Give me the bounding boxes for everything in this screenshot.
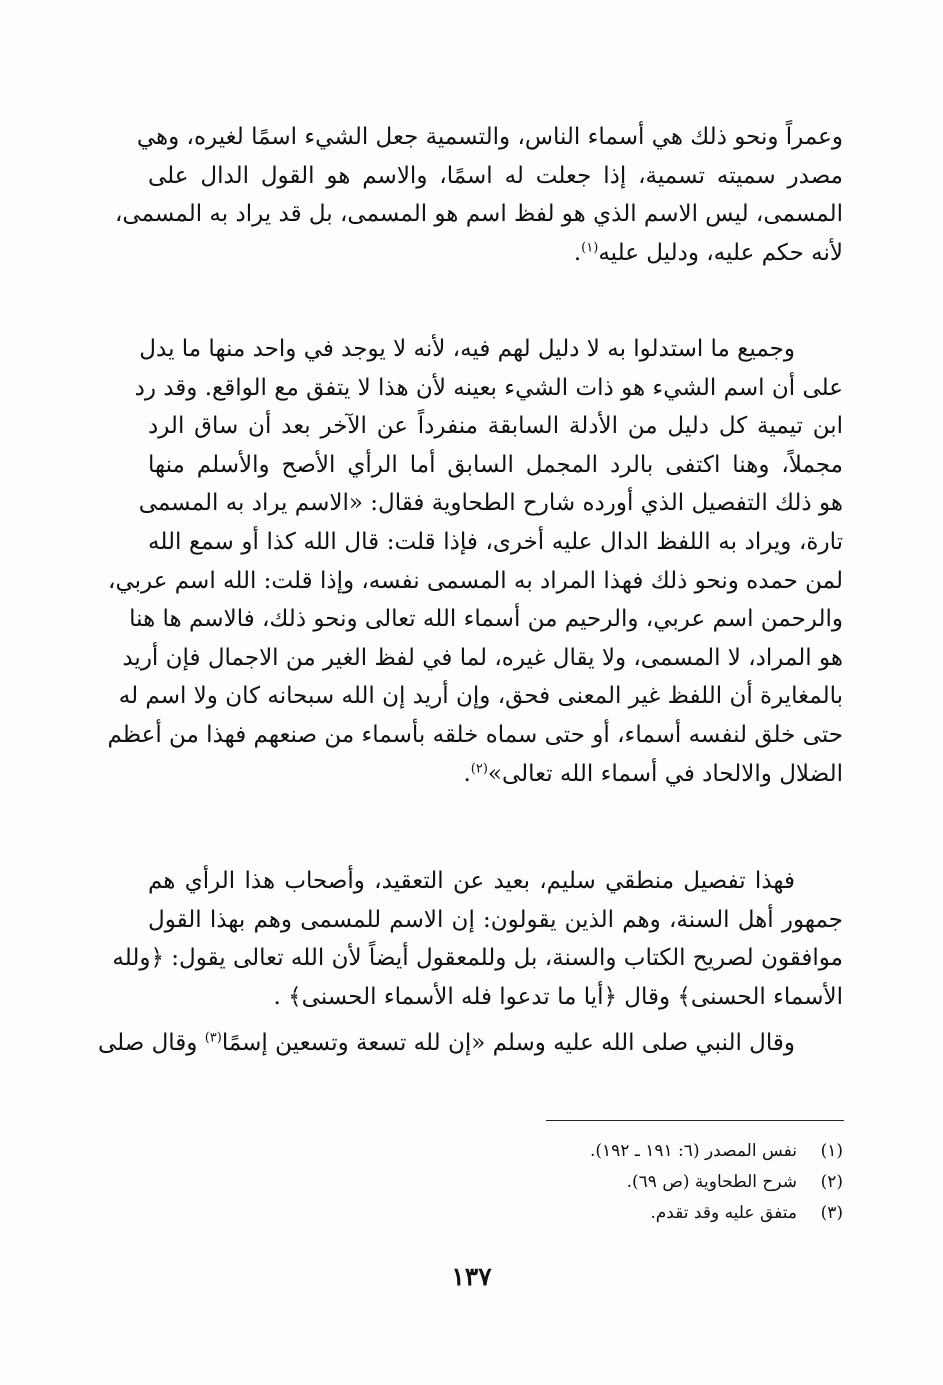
paragraph-line: بالمغايرة أن اللفظ غير المعنى فحق، وإن أريد إن الله سبحانه كان ولا اسم له: [118, 683, 843, 710]
footnote-text: شرح الطحاوية (ص ٦٩).: [626, 1172, 797, 1192]
paragraph-line: جمهور أهل السنة، وهم الذين يقولون: إن الاسم للمسمى وهم بهذا القول: [148, 906, 843, 933]
footnote-text: متفق عليه وقد تقدم.: [650, 1203, 797, 1223]
paragraph-text: وقال النبي صلى الله عليه وسلم «إن لله تسعة وتسعين إسمًا: [221, 1030, 795, 1056]
paragraph-line-with-note: لأنه حكم عليه، ودليل عليه$^{(١)}$.: [573, 239, 843, 266]
footnote-reference[interactable]: (٣): [204, 1030, 222, 1046]
footnote-number: (٣): [820, 1203, 843, 1223]
paragraph-line: لأنه حكم عليه، ودليل عليه: [598, 239, 843, 266]
footnotes: [443, 1136, 843, 1229]
paragraph-line: هو ذلك التفصيل الذي أورده شارح الطحاوية فقال: «الاسم يراد به المسمى: [138, 490, 843, 517]
paragraph-text: وقال صلى: [97, 1030, 205, 1056]
paragraph-line: الضلال والالحاد في أسماء الله تعالى»: [487, 760, 843, 787]
paragraph-line: وجميع ما استدلوا به لا دليل لهم فيه، لأنه لا يوجد في واحد منها ما يدل: [139, 336, 795, 362]
paragraph-line: مجملاً، وهنا اكتفى بالرد المجمل السابق أما الرأي الأصح والأسلم منها: [148, 451, 843, 478]
footnote-reference[interactable]: (٢): [470, 760, 488, 776]
paragraph-line: الأسماء الحسنى﴾ وقال ﴿أيا ما تدعوا فله الأسماء الحسنى﴾ .: [273, 983, 843, 1010]
footnote-text: نفس المصدر (٦: ١٩١ ـ ١٩٢).: [590, 1141, 797, 1161]
paragraph-line: والرحمن اسم عربي، والرحيم من أسماء الله تعالى ونحو ذلك، فالاسم ها هنا: [129, 606, 843, 633]
footnote-number: (٢): [820, 1172, 843, 1192]
paragraph-line: مصدر سميته تسمية، إذا جعلت له اسمًا، والاسم هو القول الدال على: [148, 162, 843, 189]
paragraph-line: لمن حمده ونحو ذلك فهذا المراد به المسمى نفسه، وإذا قلت: الله اسم عربي،: [108, 567, 843, 594]
paragraph-line: تارة، ويراد به اللفظ الدال عليه أخرى، فإذا قلت: قال الله كذا أو سمع الله: [148, 528, 843, 555]
paragraph-3: [112, 862, 843, 1016]
footnote-reference[interactable]: (١): [581, 240, 599, 256]
paragraph-line: فهذا تفصيل منطقي سليم، بعيد عن التعقيد، وأصحاب هذا الرأي هم: [148, 868, 795, 894]
paragraph-line: موافقون لصريح الكتاب والسنة، بل وللمعقول أيضاً لأن الله تعالى يقول: ﴿ولله: [112, 945, 843, 972]
paragraph-4: [97, 1024, 843, 1063]
paragraph-2: [107, 330, 843, 793]
paragraph-line-with-note: الضلال والالحاد في أسماء الله تعالى»$^{(٢)}$.: [463, 760, 843, 787]
footnote-item: [443, 1198, 843, 1229]
footnote-number: (١): [820, 1141, 843, 1161]
paragraph-line: وعمراً ونحو ذلك هي أسماء الناس، والتسمية جعل الشيء اسمًا لغيره، وهي: [136, 124, 843, 150]
paragraph-line: المسمى، ليس الاسم الذي هو لفظ اسم هو المسمى، بل قد يراد به المسمى،: [115, 201, 843, 228]
paragraph-line: على أن اسم الشيء هو ذات الشيء بعينه لأن هذا لا يتفق مع الواقع. وقد رد: [134, 374, 843, 401]
paragraph-line-with-note: [97, 1024, 843, 1063]
page-number: ١٣٧: [451, 1262, 492, 1291]
footnote-separator: [546, 1120, 844, 1121]
paragraph-line: ابن تيمية كل دليل من الأدلة السابقة منفرداً عن الآخر بعد أن ساق الرد: [148, 413, 843, 440]
paragraph-line: هو المراد، لا المسمى، ولا يقال غيره، لما في لفظ الغير من الاجمال فإن أريد: [122, 644, 843, 671]
footnote-item: [443, 1136, 843, 1167]
paragraph-line: حتى خلق لنفسه أسماء، أو حتى سماه خلقه بأسماء من صنعهم فهذا من أعظم: [107, 721, 843, 748]
footnote-item: [443, 1167, 843, 1198]
paragraph-1: [115, 118, 843, 272]
